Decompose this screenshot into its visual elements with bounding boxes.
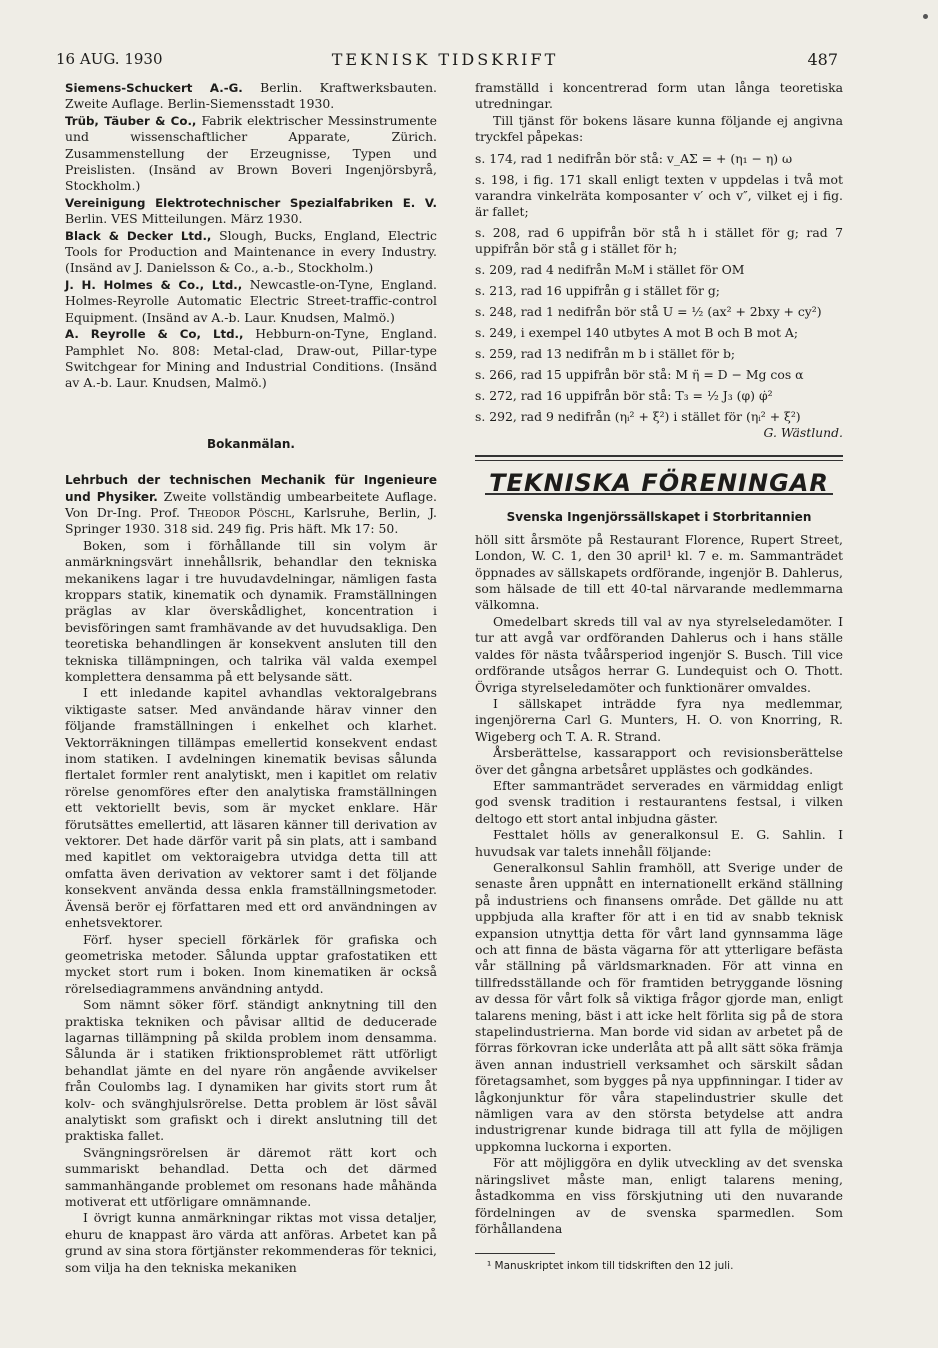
footnote-divider [475, 1253, 555, 1254]
section-title-associations [475, 469, 843, 498]
errata-item: s. 248, rad 1 nedifrån bör stå U = ½ (ax² + 2bxy + cy²) [475, 303, 822, 319]
review-paragraph: Boken, som i förhållande till sin volym är anmärkningsvärt innehållsrik, behandlar den tekniska mekanikens lagar i tre huvudavdelningar, nämligen fasta kroppars statik, kinematik och dynamik. Framställningen präglas av klar överskådlighet, koncentration i bevisföringen samt framhävande av det huvudsakliga. Den teoretiska behandlingen är konsekvent ansluten till den tekniska tillämpningen, och talrika väl valda exempel komplettera densamma på ett belysande sätt. [65, 537, 437, 684]
section-divider-thin [475, 460, 843, 461]
footnote: ¹ Manuskriptet inkom till tidskriften den 12 juli. [487, 1260, 734, 1273]
catalog-entry [65, 277, 437, 326]
catalog-entry-name: Siemens-Schuckert A.-G. [65, 81, 243, 95]
catalog-entry-name: J. H. Holmes & Co., Ltd., [65, 277, 243, 292]
book-citation [65, 472, 437, 538]
catalog-entry [65, 326, 437, 392]
header-journal-title: TEKNISK TIDSKRIFT [331, 50, 559, 69]
errata-item: s. 209, rad 4 nedifrån MₒM i stället för OM [475, 261, 745, 277]
catalog-entry-name: Vereinigung Elektrotechnischer Spezialfabriken E. V. [65, 195, 437, 210]
errata-item: s. 213, rad 16 uppifrån g i stället för g; [475, 282, 720, 298]
catalog-entry [65, 195, 437, 228]
article-paragraph: Omedelbart skreds till val av nya styrelseledamöter. I tur att avgå var ordföranden Dahlerus och i hans ställe valdes för nästa tvåårsperiod ingenjör S. Busch. Till vice ordförande utsågos herrar G. Lundequist och O. Thott. Övriga styrelseledamöter och funktionärer omvaldes. [475, 613, 843, 695]
article-paragraph: Festtalet hölls av generalkonsul E. G. Sahlin. I huvudsak var talets innehåll följande: [475, 827, 843, 859]
errata-item: s. 198, i fig. 171 skall enligt texten v uppdelas i två mot varandra vinkelräta komposanter v′ och v″, vilket ej i fig. är fallet; [475, 171, 843, 219]
catalog-entry [65, 228, 437, 277]
review-continuation: framställd i koncentrerad form utan långa teoretiska utredningar. [475, 80, 843, 112]
article-paragraph: höll sitt årsmöte på Restaurant Florence, Rupert Street, London, W. C. 1, den 30 april¹ kl. 7 e. m. Sammanträdet öppnades av sällskapets ordförande, ingenjör B. Dahlerus, som hälsade de till ett 40-tal närvarande medlemmarna välkomna. [475, 531, 843, 613]
errata-intro: Till tjänst för bokens läsare kunna följande ej angivna tryckfel påpekas: [475, 112, 843, 145]
article-paragraph: För att möjliggöra en dylik utveckling av det svenska näringslivet måste man, enligt talarens mening, åstadkomma en viss förskjutning uti den nuvarande fördelningen av de svenska sparmedlen. Som förhållandena [475, 1155, 843, 1236]
ink-dot [923, 14, 928, 19]
catalog-entry-name: A. Reyrolle & Co, Ltd., [65, 327, 244, 342]
article-paragraph: Efter sammanträdet serverades en värmiddag enligt god svensk tradition i restaurantens festsal, i vilken deltogo ett stort antal inbjudna gäster. [475, 777, 843, 826]
review-paragraph: I ett inledande kapitel avhandlas vektoralgebrans viktigaste satser. Med användande härav vinner den följande framställningen i enkelhet och klarhet. Vektorräkningen tillämpas emellertid konsekvent endast inom statiken. I avdelningen kinematik bevisas sålunda flertalet formler rent analytiskt, men i kapitlet om relativ rörelse genomföres efter den analytiska framställningen ett vektoriellt bevis, som är mycket enklare. Här förutsättes emellertid, att läsaren känner till derivation av vektorer. Det hade därför varit på sin plats, att i samband med kapitlet om vektoraigebra utvidga detta till att omfatta även derivation av vektorer samt i det följande konsekvent använda dessa enkla framställningsmetoder. Ävensä berör ej författaren med ett ord användningen av enhetsvektorer. [65, 685, 437, 931]
catalog-entry-text: Hebburn-on-Tyne, England. Pamphlet No. 808: Metal-clad, Draw-out, Pillar-type Switchgear for Mining and Industrial Conditions. (Insänd av A.-b. Laur. Knudsen, Malmö.) [65, 326, 438, 391]
article-paragraph: I sällskapet inträdde fyra nya medlemmar, ingenjörerna Carl G. Munters, H. O. von Knorring, R. Wigeberg och T. A. R. Strand. [475, 695, 843, 744]
catalog-entry [65, 113, 437, 195]
catalog-entry [65, 80, 437, 113]
book-author: Theodor Pöschl, [188, 504, 296, 520]
catalog-entry-text: Newcastle-on-Tyne, England. Holmes-Reyrolle Automatic Electric Street-traffic-control Equipment. (Insänd av A.-b. Laur. Knudsen, Malmö.) [65, 276, 437, 325]
errata-item: s. 174, rad 1 nedifrån bör stå: v_AΣ = + (η₁ − η) ω [475, 150, 793, 166]
errata-item: s. 266, rad 15 uppifrån bör stå: M η̈ = D − Mg cos α [475, 366, 804, 382]
book-title: Lehrbuch der technischen Mechanik für Ingenieure und Physiker. [65, 473, 437, 504]
book-info-rest: Karlsruhe, Berlin, J. Springer 1930. 318 sid. 249 fig. Pris häft. Mk 17: 50. [65, 504, 437, 537]
header-page-number: 487 [807, 50, 838, 69]
review-paragraph: Svängningsrörelsen är däremot rätt kort och summariskt behandlad. Detta och det därmed sammanhängande problemet om resonans hade måhända motiverat ett utförligare omnämnande. [65, 1144, 437, 1209]
header-date: 16 AUG. 1930 [56, 50, 163, 68]
section-title-book-review: Bokanmälan. [207, 436, 295, 451]
article-paragraph: Årsberättelse, kassarapport och revisionsberättelse över det gångna arbetsåret upplästes och godkändes. [475, 745, 843, 777]
right-column [475, 80, 843, 1275]
errata-item: s. 208, rad 6 uppifrån bör stå h i stället för g; rad 7 uppifrån bör stå g i stället för h; [475, 224, 843, 256]
catalog-entry-text: Berlin. VES Mitteilungen. März 1930. [65, 211, 303, 227]
page-header [56, 50, 838, 72]
errata-item: s. 272, rad 16 uppifrån bör stå: T₃ = ½ J₃ (φ) φ̇² [475, 387, 773, 403]
review-paragraph: Förf. hyser speciell förkärlek för grafiska och geometriska metoder. Sålunda upptar grafostatiken ett mycket stort rum i boken. Inom kinematiken är också rörelsediagrammens användning antydd. [65, 931, 437, 996]
errata-item: s. 249, i exempel 140 utbytes A mot B och B mot A; [475, 324, 798, 340]
errata-item: s. 259, rad 13 nedifrån m b i stället för b; [475, 345, 736, 361]
catalog-entry-text: Berlin. Kraftwerksbauten. Zweite Auflage. Berlin-Siemensstadt 1930. [65, 80, 437, 112]
article-paragraph: Generalkonsul Sahlin framhöll, att Sverige under de senaste åren uppnått en internationellt erkänd ställning på industriens och finansens område. Det gällde nu att uppbjuda alla krafter för att i en tid av snabb teknisk expansion utnyttja detta för vårt land gynnsamma läge och att finna de bästa vägarna för att ytterligare befästa vår ställning på världsmarknaden. För att vinna en tillfredsställande och för framtiden betryggande lösning av dessa för vårt folk så viktiga frågor gjorde man, enligt talarens mening, bäst i att icke helt förlita sig på de stora stapelindustrierna. Man borde vid sidan av arbetet på de förras förkovran icke underlåta att på allt sätt söka främja även annan industriell verksamhet och särskilt sådan företagsamhet, som bygges på nya uppfinningar. I tider av lågkonjunktur för våra stapelindustrier skulle det nämligen vara av den största betydelse att andra industrigrenar kunde bidraga till att fylla de möjligen uppkomna luckorna i exporten. [475, 859, 843, 1154]
catalog-entry-text: Fabrik elektrischer Messinstrumente und wissenschaftlicher Apparate, Zürich. Zusammenstellung der Erzeugnisse, Typen und Preislisten. (Insänd av Brown Boveri Ingenjörsbyrå, Stockholm.) [65, 112, 437, 194]
catalog-entry-text: Slough, Bucks, England, Electric Tools for Production and Maintenance in every Industry. (Insänd av J. Danielsson & Co., a.-b., Stockholm.) [65, 227, 437, 276]
errata-list [475, 151, 843, 425]
errata-signature: G. Wästlund. [763, 424, 843, 440]
book-info: Zweite vollständig umbearbeitete Auflage. Von Dr-Ing. Prof. [65, 488, 437, 520]
errata-item: s. 292, rad 9 nedifrån (ηᵢ² + ξ²) i stället för (ηᵢ² + ξ²) [475, 408, 801, 424]
review-paragraph: I övrigt kunna anmärkningar riktas mot vissa detaljer, ehuru de knappast äro värda att anföras. Arbetet kan på grund av sina stora förtjänster rekommenderas för teknici, som vilja ha den tekniska mekaniken [65, 1210, 437, 1275]
section-title-text: TEKNISKA FÖRENINGAR [485, 475, 833, 495]
catalog-entry-name: Black & Decker Ltd., [65, 228, 212, 243]
review-paragraph: Som nämnt söker förf. ständigt anknytning till den praktiska tekniken och påvisar alltid de deducerade lagarnas tillämpning på skilda problem inom densamma. Sålunda är i statiken friktionsproblemet rätt utförligt behandlat jämte en del nyare rön angående avvikelser från Coulombs lag. I dynamiken har givits stort rum åt kolv- och svänghjulsrörelse. Detta problem är löst såväl analytiskt som grafiskt och i direkt anslutning till det praktiska fallet. [65, 997, 437, 1144]
section-divider [475, 455, 843, 457]
catalog-entry-name: Trüb, Täuber & Co., [65, 113, 197, 128]
article-subhead: Svenska Ingenjörssällskapet i Storbritannien [506, 510, 812, 525]
left-column [65, 80, 437, 1276]
